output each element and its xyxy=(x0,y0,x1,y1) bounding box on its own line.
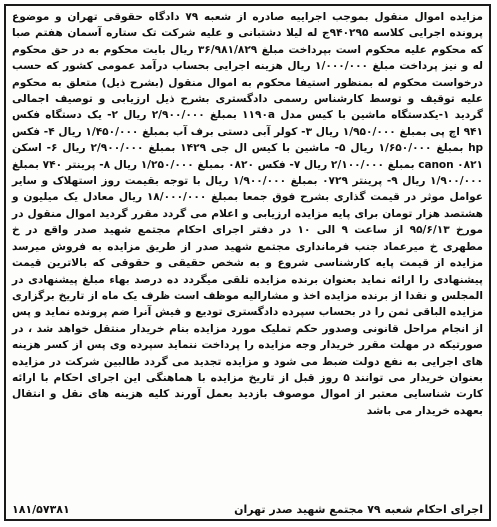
notice-code: ۱۸۱/۵۷۳۸۱ xyxy=(12,503,70,516)
auction-notice xyxy=(4,4,491,521)
notice-footer xyxy=(12,503,483,516)
publisher-signature: اجرای احکام شعبه ۷۹ مجتمع شهید صدر تهران xyxy=(234,503,483,516)
notice-body: مزایده اموال منقول بموجب اجراییه صادره از شعبه ۷۹ دادگاه حقوقی تهران و موضوع پرونده اجرایی کلاسه ۹۴۰۲۹۵ج له لیلا دشتبانی و علیه شرکت تک ستاره آسمان هفتم صبا که محکوم علیه محکوم است بپرداخت مبلغ ۳۶/۹۸۱/۸۲۹ ریال بابت محکوم به در حق محکوم له و نیز پرداخت مبلغ ۱/۰۰۰/۰۰۰ ریال هزینه اجرایی بحساب درآمد عمومی کشور که حسب درخواست محکوم له بمنظور استیفا محکوم به اموال منقول (بشرح ذیل) متعلق به محکوم علیه توقیف و توسط کارشناس رسمی دادگستری بشرح ذیل ارزیابی و توصیف اجمالی گردید ۱-یکدستگاه ماشین با کیس مدل ۱۱۹۰a بمبلغ ۲/۹۰۰/۰۰۰ ریال ۲- یک دستگاه فکس ۹۴۱ اچ پی بمبلغ ۱/۹۵۰/۰۰۰ ریال ۳- کولر آبی دستی برف آب بمبلغ ۱/۴۵۰/۰۰۰ ریال ۴- فکس hp بمبلغ ۱/۶۵۰/۰۰۰ ریال ۵- ماشین با کیس ال جی ۱۴۲۹ بمبلغ ۲/۹۰۰/۰۰۰ ریال ۶- اسکن canon ۰۸۲۱ بمبلغ ۲/۱۰۰/۰۰۰ ریال ۷- فکس ۰۸۲۰ بمبلغ ۱/۲۵۰/۰۰۰ ریال ۸- پرینتر ۷۴۰ بمبلغ ۱/۹۰۰/۰۰۰ ریال ۹- پرینتر ۰۷۲۹ بمبلغ ۱/۹۰۰/۰۰۰ ریال با توجه بقیمت روز استهلاک و سایر عوامل موثر در قیمت گذاری بشرح فوق جمعا بمبلغ ۱۸/۰۰۰/۰۰۰ ریال معادل یک میلیون و هشتصد هزار تومان برای پایه مزایده ارزیابی و اعلام می گردد مقرر گردید اموال منقول در مورخ ۹۵/۶/۱۳ از ساعت ۹ الی ۱۰ در دفتر اجرای احکام مجتمع شهید صدر واقع در خ مطهری خ میرعماد جنب فرمانداری مجتمع شهید صدر از طریق مزایده به فروش میرسد مزایده از قیمت پایه کارشناسی شروع و به شخص حقیقی و حقوقی که بالاترین قیمت پیشنهادی را ارائه نماید بعنوان برنده مزایده تلقی میگردد ده درصد بهاء مبلغ پیشنهادی در المجلس و نقدا از برنده مزایده اخذ و مشارالیه موظف است ظرف یک ماه از تاریخ برگزاری مزایده الباقی ثمن را در بحساب سپرده دادگستری تودیع و فیش آنرا ضم پرونده نماید و پس از انجام مراحل قانونی وصدور حکم تملیک مورد مزایده بنام خریدار منتقل خواهد شد ، در صورتیکه در مهلت مقرر خریدار وجه مزایده را پرداخت ننماید سپرده وی پس از کسر هزینه های اجرایی به نفع دولت ضبط می شود و مزایده تجدید می گردد طالبین شرکت در مزایده بعنوان خریدار می توانند ۵ روز قبل از تاریخ مزایده با هماهنگی این اجرای احکام با ارائه کارت شناسایی معتبر از اموال موصوف بازدید بعمل آورند کلیه هزینه های نقل و انتقال بعهده خریدار می باشد xyxy=(12,11,484,417)
